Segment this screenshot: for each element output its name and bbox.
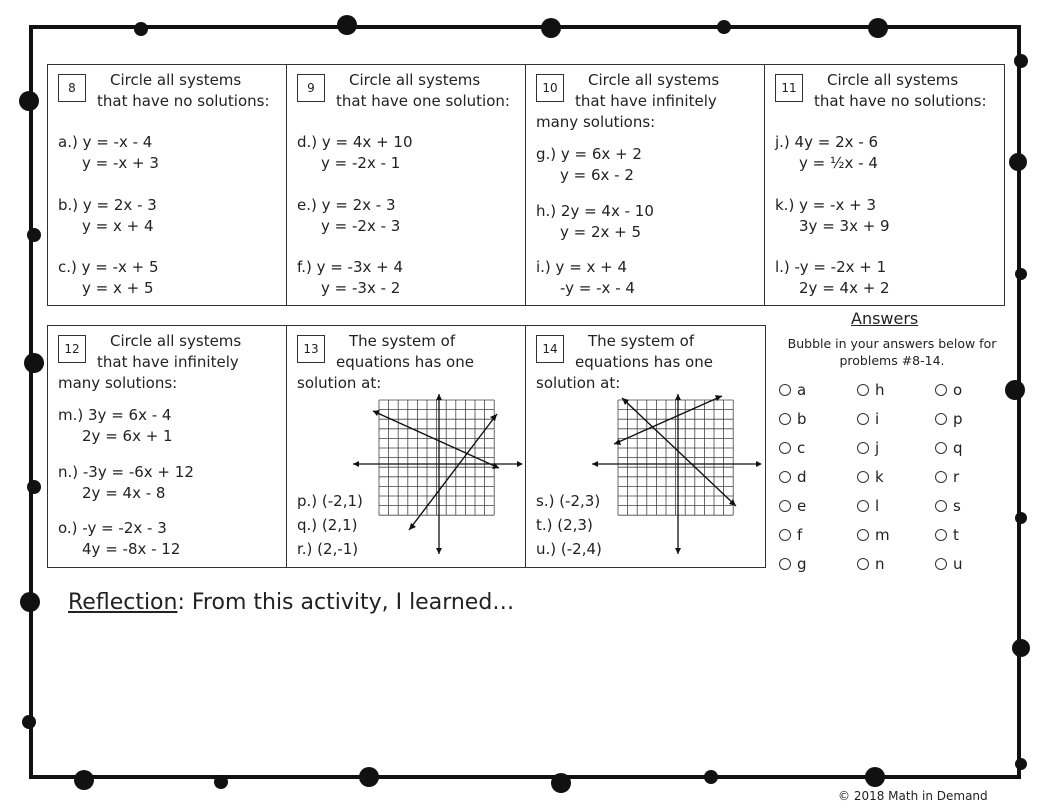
system-d[interactable]: d.) y = 4x + 10 y = -2x - 1 (297, 133, 413, 172)
y-axis-arrow-down (675, 548, 681, 554)
bubble-letter: r (953, 468, 960, 486)
answer-bubble-p[interactable] (935, 410, 963, 428)
border-dot (134, 22, 148, 36)
system-m[interactable]: m.) 3y = 6x - 4 2y = 6x + 1 (58, 406, 173, 445)
problem-heading: solution at: (536, 374, 621, 392)
problem-number: 12 (58, 335, 86, 363)
bubble-circle[interactable] (857, 558, 869, 570)
problem-number: 14 (536, 335, 564, 363)
option-u[interactable]: u.) (-2,4) (536, 540, 602, 558)
system-i[interactable]: i.) y = x + 4 -y = -x - 4 (536, 258, 635, 297)
problem-number: 8 (58, 74, 86, 102)
border-dot (1009, 153, 1027, 171)
x-axis-arrow-right (756, 461, 762, 467)
bubble-letter: c (797, 439, 806, 457)
reflection-label: Reflection (68, 590, 178, 615)
problem-9-card (286, 64, 527, 306)
problem-heading: that have one solution: (336, 92, 510, 110)
border-dot (541, 18, 561, 38)
problem-number: 10 (536, 74, 564, 102)
bubble-letter: o (953, 381, 963, 399)
bubble-letter: j (875, 439, 880, 457)
problem-heading: that have infinitely (97, 353, 239, 371)
border-dot (27, 228, 41, 242)
border-dot (1015, 268, 1027, 280)
bubble-circle[interactable] (857, 471, 869, 483)
reflection-text: : From this activity, I learned… (177, 590, 515, 615)
system-k[interactable]: k.) y = -x + 3 3y = 3x + 9 (775, 196, 890, 235)
problem-heading: Circle all systems (588, 71, 720, 89)
bubble-letter: n (875, 555, 885, 573)
line-1 (614, 396, 722, 444)
system-n[interactable]: n.) -3y = -6x + 12 2y = 4x - 8 (58, 463, 194, 502)
y-axis-arrow-down (436, 548, 442, 554)
problem-12-card (47, 325, 288, 568)
bubble-letter: i (875, 410, 880, 428)
line-2 (409, 414, 497, 530)
bubble-circle[interactable] (935, 529, 947, 541)
answer-bubble-i[interactable] (857, 410, 879, 428)
system-l[interactable]: l.) -y = -2x + 1 2y = 4x + 2 (775, 258, 890, 297)
system-f[interactable]: f.) y = -3x + 4 y = -3x - 2 (297, 258, 404, 297)
bubble-letter: q (953, 439, 963, 457)
coordinate-grid (592, 394, 764, 556)
border-dot (27, 480, 41, 494)
bubble-letter: s (953, 497, 961, 515)
border-dot (214, 775, 228, 789)
answer-bubble-n[interactable] (857, 555, 885, 573)
bubble-letter: h (875, 381, 885, 399)
option-r[interactable]: r.) (2,-1) (297, 540, 359, 558)
problem-heading: The system of (588, 332, 695, 350)
bubble-circle[interactable] (779, 442, 791, 454)
border-dot (865, 767, 885, 787)
border-dot (74, 770, 94, 790)
answer-bubble-f[interactable] (779, 526, 802, 544)
bubble-letter: b (797, 410, 807, 428)
bubble-circle[interactable] (779, 413, 791, 425)
bubble-circle[interactable] (779, 384, 791, 396)
border-dot (1015, 512, 1027, 524)
system-h[interactable]: h.) 2y = 4x - 10 y = 2x + 5 (536, 202, 654, 241)
bubble-letter: l (875, 497, 880, 515)
answer-bubble-l[interactable] (857, 497, 879, 515)
bubble-letter: g (797, 555, 807, 573)
border-dot (22, 715, 36, 729)
answer-bubble-o[interactable] (935, 381, 962, 399)
border-dot (24, 353, 44, 373)
bubble-letter: m (875, 526, 890, 544)
border-dot (868, 18, 888, 38)
option-q[interactable]: q.) (2,1) (297, 516, 358, 534)
problem-number: 9 (297, 74, 325, 102)
option-t[interactable]: t.) (2,3) (536, 516, 593, 534)
border-dot (1005, 380, 1025, 400)
problem-number: 11 (775, 74, 803, 102)
problem-13-card (286, 325, 527, 568)
answer-bubble-m[interactable] (857, 526, 890, 544)
bubble-letter: t (953, 526, 959, 544)
problem-heading: Circle all systems (110, 332, 242, 350)
answers-title: Answers (851, 309, 919, 328)
reflection-prompt (68, 590, 514, 615)
bubble-circle[interactable] (935, 442, 947, 454)
problem-heading: The system of (349, 332, 456, 350)
line-2-arrow (490, 414, 497, 421)
answer-bubble-b[interactable] (779, 410, 807, 428)
bubble-circle[interactable] (779, 529, 791, 541)
answer-bubble-a[interactable] (779, 381, 806, 399)
border-dot (1015, 758, 1027, 770)
border-dot (1014, 54, 1028, 68)
border-dot (19, 91, 39, 111)
option-s[interactable]: s.) (-2,3) (536, 492, 601, 510)
problem-heading: Circle all systems (827, 71, 959, 89)
answers-instruction: Bubble in your answers below for problems #8-14. (787, 336, 997, 368)
problem-heading: many solutions: (58, 374, 178, 392)
problem-heading: Circle all systems (349, 71, 481, 89)
bubble-circle[interactable] (935, 558, 947, 570)
answer-bubble-h[interactable] (857, 381, 885, 399)
answer-bubble-k[interactable] (857, 468, 884, 486)
answer-bubble-g[interactable] (779, 555, 807, 573)
system-e[interactable]: e.) y = 2x - 3 y = -2x - 3 (297, 196, 401, 235)
coordinate-grid (353, 394, 525, 556)
line-2-arrow (409, 523, 416, 530)
border-dot (1012, 639, 1030, 657)
border-dot (337, 15, 357, 35)
line-1-arrow (614, 439, 621, 445)
bubble-letter: p (953, 410, 963, 428)
border-dot (20, 592, 40, 612)
bubble-circle[interactable] (779, 558, 791, 570)
bubble-circle[interactable] (857, 529, 869, 541)
answer-bubble-d[interactable] (779, 468, 807, 486)
y-axis-arrow-up (436, 394, 442, 400)
problem-heading: that have no solutions: (97, 92, 270, 110)
border-dot (717, 20, 731, 34)
problem-heading: that have no solutions: (814, 92, 987, 110)
line-2 (622, 398, 736, 506)
problem-14-card (525, 325, 766, 568)
border-dot (551, 773, 571, 793)
answer-bubble-t[interactable] (935, 526, 959, 544)
system-c[interactable]: c.) y = -x + 5 y = x + 5 (58, 258, 159, 297)
answer-bubble-u[interactable] (935, 555, 963, 573)
answer-bubble-q[interactable] (935, 439, 963, 457)
answer-bubble-e[interactable] (779, 497, 806, 515)
border-dot (704, 770, 718, 784)
system-o[interactable]: o.) -y = -2x - 3 4y = -8x - 12 (58, 519, 181, 558)
problem-heading: Circle all systems (110, 71, 242, 89)
bubble-circle[interactable] (857, 413, 869, 425)
bubble-circle[interactable] (779, 500, 791, 512)
option-p[interactable]: p.) (-2,1) (297, 492, 363, 510)
problem-11-card (764, 64, 1005, 306)
problem-heading: that have infinitely (575, 92, 717, 110)
copyright-notice: © 2018 Math in Demand (838, 789, 988, 803)
system-b[interactable]: b.) y = 2x - 3 y = x + 4 (58, 196, 157, 235)
bubble-letter: f (797, 526, 803, 544)
bubble-circle[interactable] (857, 500, 869, 512)
problem-heading: solution at: (297, 374, 382, 392)
problem-10-card (525, 64, 766, 306)
problem-heading: many solutions: (536, 113, 656, 131)
answer-bubble-r[interactable] (935, 468, 959, 486)
y-axis-arrow-up (675, 394, 681, 400)
answer-bubble-j[interactable] (857, 439, 879, 457)
bubble-circle[interactable] (935, 384, 947, 396)
bubble-letter: d (797, 468, 807, 486)
bubble-circle[interactable] (935, 500, 947, 512)
bubble-circle[interactable] (935, 471, 947, 483)
answer-bubble-s[interactable] (935, 497, 961, 515)
x-axis-arrow-left (592, 461, 598, 467)
answer-bubble-c[interactable] (779, 439, 805, 457)
system-g[interactable]: g.) y = 6x + 2 y = 6x - 2 (536, 145, 642, 184)
bubble-circle[interactable] (857, 442, 869, 454)
bubble-letter: e (797, 497, 807, 515)
bubble-circle[interactable] (779, 471, 791, 483)
bubble-letter: u (953, 555, 963, 573)
system-j[interactable]: j.) 4y = 2x - 6 y = ½x - 4 (775, 133, 878, 172)
problem-heading: equations has one (575, 353, 713, 371)
problem-number: 13 (297, 335, 325, 363)
system-a[interactable]: a.) y = -x - 4 y = -x + 3 (58, 133, 159, 172)
x-axis-arrow-left (353, 461, 359, 467)
border-dot (359, 767, 379, 787)
x-axis-arrow-right (517, 461, 523, 467)
bubble-circle[interactable] (935, 413, 947, 425)
problem-heading: equations has one (336, 353, 474, 371)
bubble-letter: a (797, 381, 807, 399)
bubble-letter: k (875, 468, 884, 486)
problem-8-card (47, 64, 288, 306)
bubble-circle[interactable] (857, 384, 869, 396)
